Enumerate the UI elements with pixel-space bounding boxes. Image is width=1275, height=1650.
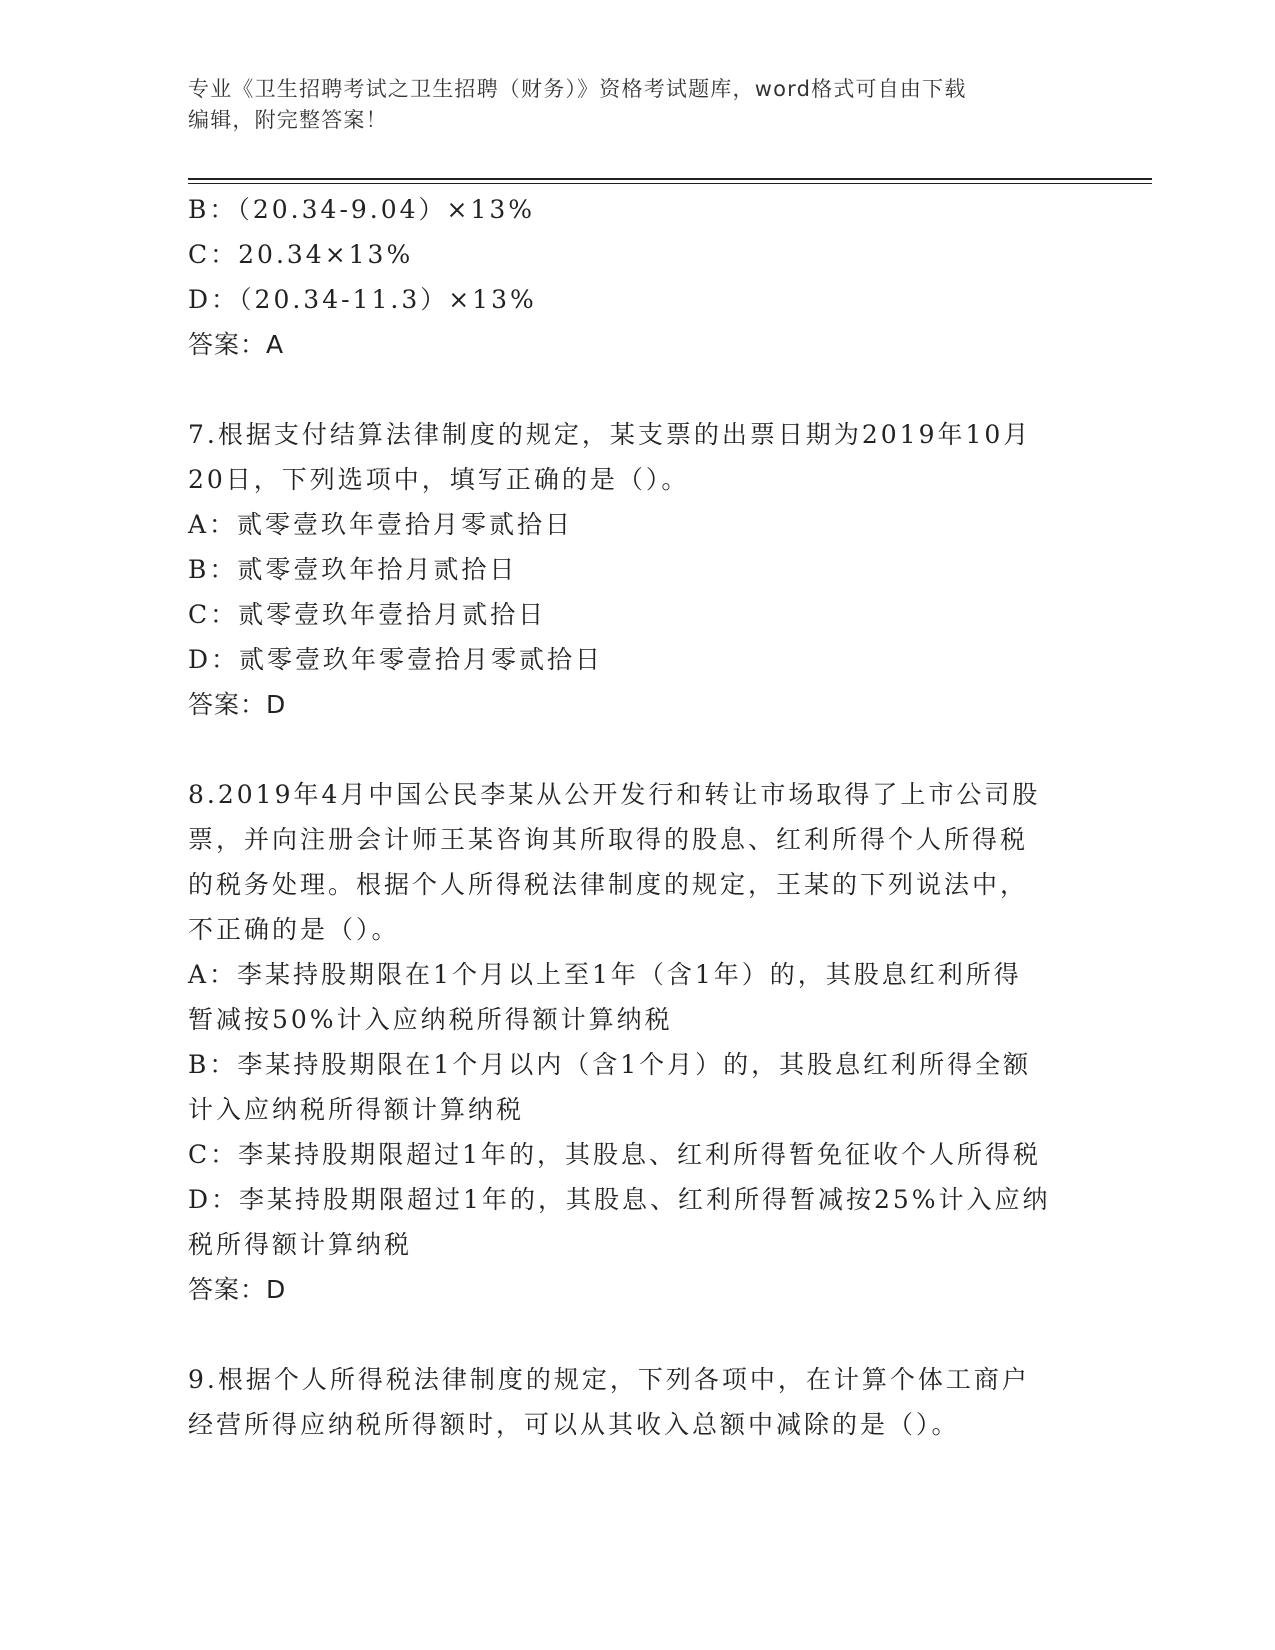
option-b-continued: 计入应纳税所得额计算纳税 xyxy=(188,1095,525,1124)
option-d: D：李某持股期限超过1年的，其股息、红利所得暂减按25%计入应纳 xyxy=(188,1185,1051,1214)
option-a-continued: 暂减按50%计入应纳税所得额计算纳税 xyxy=(188,1005,673,1034)
header-line: 专业《卫生招聘考试之卫生招聘（财务）》资格考试题库，word格式可自由下载 xyxy=(188,77,967,101)
option-d-continued: 税所得额计算纳税 xyxy=(188,1230,413,1259)
question-stem: 票，并向注册会计师王某咨询其所取得的股息、红利所得个人所得税 xyxy=(188,825,1029,854)
header-line: 编辑，附完整答案！ xyxy=(188,108,388,132)
question-stem: 不正确的是（）。 xyxy=(188,915,400,944)
option-a: A：贰零壹玖年壹拾月零贰拾日 xyxy=(188,510,574,539)
option-b: B：李某持股期限在1个月以内（含1个月）的，其股息红利所得全额 xyxy=(188,1050,1032,1079)
document-header xyxy=(188,74,1088,136)
option-d: D：贰零壹玖年零壹拾月零贰拾日 xyxy=(188,645,604,674)
answer-label: 答案：D xyxy=(188,1275,287,1304)
option-c: C：贰零壹玖年壹拾月贰拾日 xyxy=(188,600,547,629)
answer-label: 答案：A xyxy=(188,330,285,359)
option-b: B：（20.34-9.04）×13% xyxy=(188,195,536,224)
question-stem: 7.根据支付结算法律制度的规定，某支票的出票日期为2019年10月 xyxy=(188,420,1032,449)
question-stem: 8.2019年4月中国公民李某从公开发行和转让市场取得了上市公司股 xyxy=(188,780,1041,809)
question-stem: 20日，下列选项中，填写正确的是（）。 xyxy=(188,465,690,494)
option-d: D：（20.34-11.3）×13% xyxy=(188,285,537,314)
option-c: C：20.34×13% xyxy=(188,240,414,269)
header-divider-thin xyxy=(188,183,1152,184)
header-divider-thick xyxy=(188,178,1152,180)
question-stem: 经营所得应纳税所得额时，可以从其收入总额中减除的是（）。 xyxy=(188,1410,960,1439)
question-stem: 的税务处理。根据个人所得税法律制度的规定，王某的下列说法中， xyxy=(188,870,1029,899)
answer-label: 答案：D xyxy=(188,690,287,719)
option-b: B：贰零壹玖年拾月贰拾日 xyxy=(188,555,518,584)
question-stem: 9.根据个人所得税法律制度的规定，下列各项中，在计算个体工商户 xyxy=(188,1365,1030,1394)
option-a: A：李某持股期限在1个月以上至1年（含1年）的，其股息红利所得 xyxy=(188,960,1022,989)
option-c: C：李某持股期限超过1年的，其股息、红利所得暂免征收个人所得税 xyxy=(188,1140,1042,1169)
